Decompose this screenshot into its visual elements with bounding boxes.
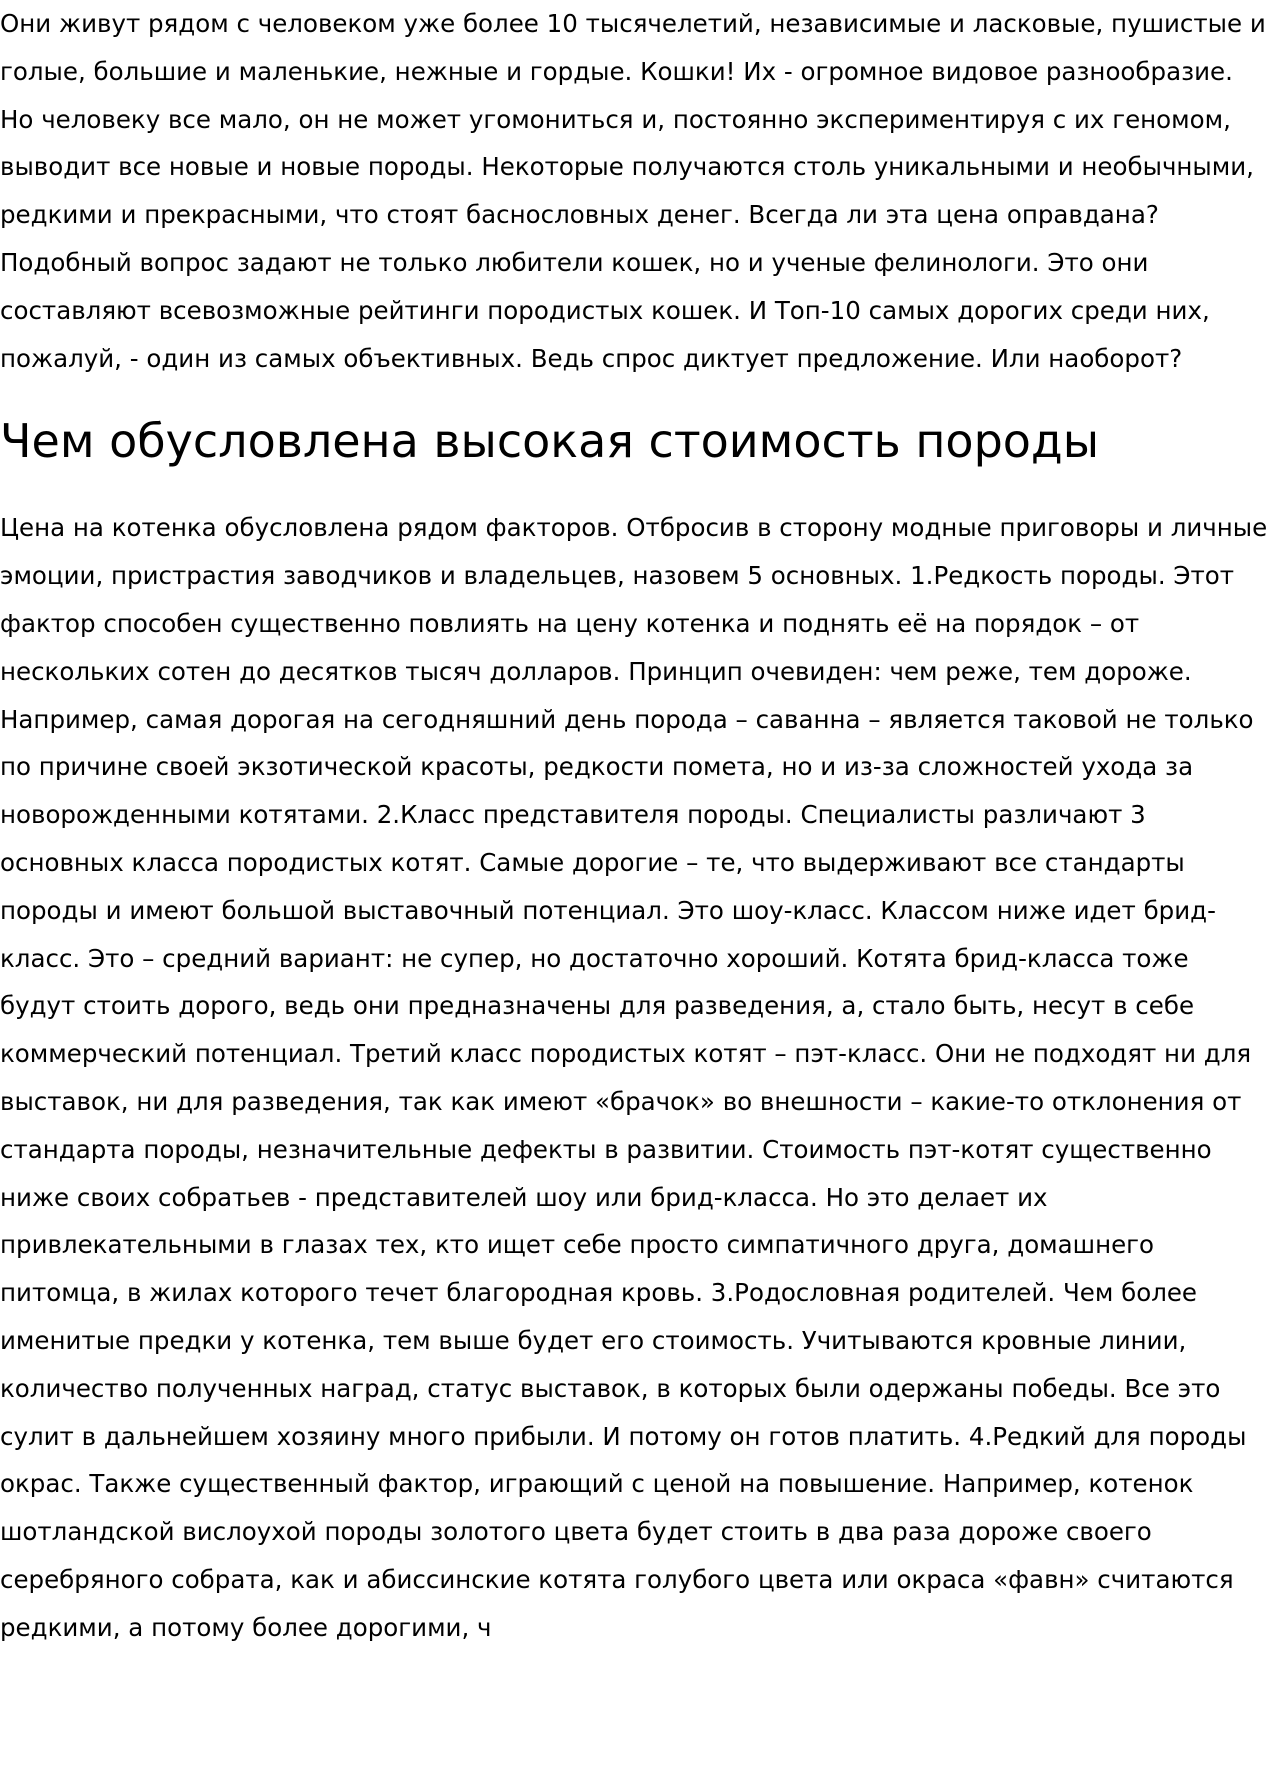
- section-heading: Чем обусловлена высокая стоимость породы: [0, 414, 1100, 469]
- body-paragraph: Цена на котенка обусловлена рядом факторов. Отбросив в сторону модные приговоры и личные эмоции, пристрастия заводчиков и владельцев, назовем 5 основных. 1.Редкость породы. Этот фактор способен существенно повлиять на цену котенка и поднять её на порядок – от нескольких сотен до десятков тысяч долларов. Принцип очевиден: чем реже, тем дороже. Например, самая дорогая на сегодняшний день порода – саванна – является таковой не только по причине своей экзотической красоты, редкости помета, но и из-за сложностей ухода за новорожденными котятами. 2.Класс представителя породы. Специалисты различают 3 основных класса породистых котят. Самые дорогие – те, что выдерживают все стандарты породы и имеют большой выставочный потенциал. Это шоу-класс. Классом ниже идет брид-класс. Это – средний вариант: не супер, но достаточно хороший. Котята брид-класса тоже будут стоить дорого, ведь они предназначены для разведения, а, стало быть, несут в себе коммерческий потенциал. Третий класс породистых котят – пэт-класс. Они не подходят ни для выставок, ни для разведения, так как имеют «брачок» во внешности – какие-то отклонения от стандарта породы, незначительные дефекты в развитии. Стоимость пэт-котят существенно ниже своих собратьев - представителей шоу или брид-класса. Но это делает их привлекательными в глазах тех, кто ищет себе просто симпатичного друга, домашнего питомца, в жилах которого течет благородная кровь. 3.Родословная родителей. Чем более именитые предки у котенка, тем выше будет его стоимость. Учитываются кровные линии, количество полученных наград, статус выставок, в которых были одержаны победы. Все это сулит в дальнейшем хозяину много прибыли. И потому он готов платить. 4.Редкий для породы окрас. Также существенный фактор, играющий с ценой на повышение. Например, котенок шотландской вислоухой породы золотого цвета будет стоить в два раза дороже своего серебряного собрата, как и абиссинские котята голубого цвета или окраса «фавн» считаются редкими, а потому более дорогими, ч: [0, 513, 1268, 1642]
- intro-paragraph: Они живут рядом с человеком уже более 10 тысячелетий, независимые и ласковые, пушистые и голые, большие и маленькие, нежные и гордые. Кошки! Их - огромное видовое разнообразие. Но человеку все мало, он не может угомониться и, постоянно экспериментируя с их геномом, выводит все новые и новые породы. Некоторые получаются столь уникальными и необычными, редкими и прекрасными, что стоят баснословных денег. Всегда ли эта цена оправдана? Подобный вопрос задают не только любители кошек, но и ученые фелинологи. Это они составляют всевозможные рейтинги породистых кошек. И Топ-10 самых дорогих среди них, пожалуй, - один из самых объективных. Ведь спрос диктует предложение. Или наоборот?: [0, 9, 1266, 373]
